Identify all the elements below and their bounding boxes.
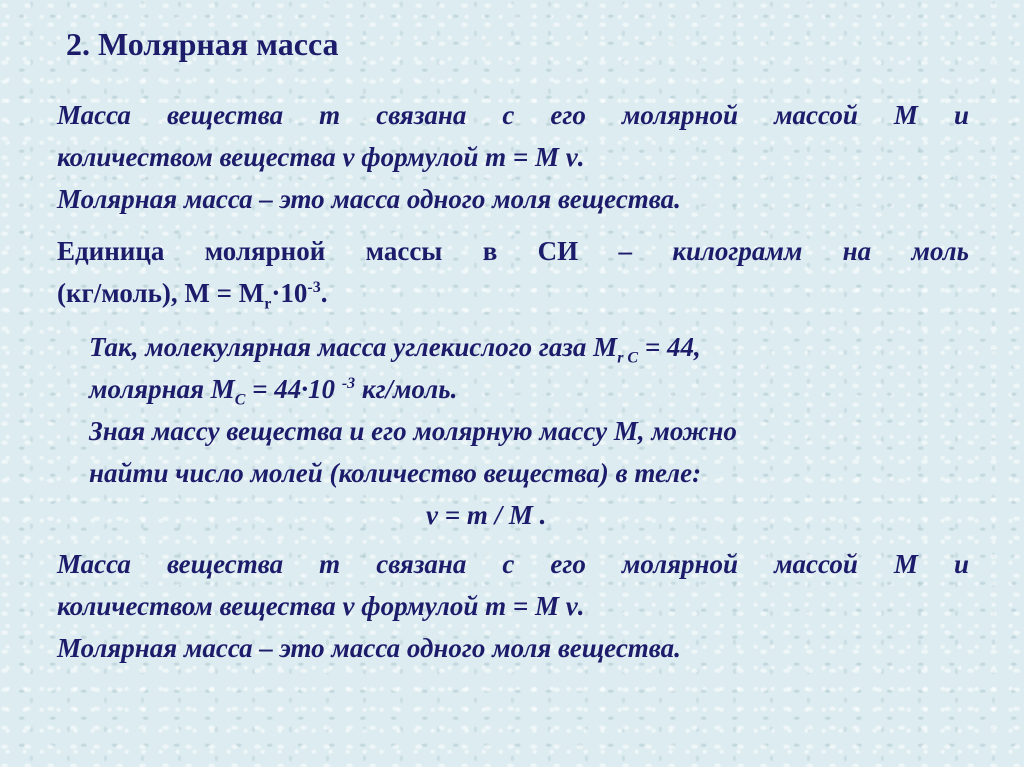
definition-line-1: Масса вещества m связана с его молярной массой M и	[57, 100, 969, 130]
example-line-2-unit: кг/моль.	[355, 374, 458, 404]
subscript-c: C	[234, 391, 246, 409]
si-unit-value: килограмм на моль	[672, 236, 970, 266]
definition-repeat-line-2: количеством вещества ν формулой m = M ν.	[57, 591, 585, 621]
si-unit-line-2	[57, 272, 969, 314]
si-unit-formula-start: (кг/моль), M = M	[57, 278, 265, 308]
definition-paragraph-bottom	[57, 543, 969, 669]
si-unit-line-1	[57, 230, 969, 272]
definition-repeat-line-1: Масса вещества m связана с его молярной массой M и	[57, 549, 969, 579]
example-paragraph	[89, 326, 909, 536]
subscript-rc: r C	[617, 349, 639, 367]
si-unit-paragraph	[57, 230, 969, 314]
si-unit-formula-end: .	[320, 278, 328, 308]
example-line-2	[89, 368, 909, 410]
example-line-4: найти число молей (количество вещества) в теле:	[89, 458, 702, 488]
exponent-c: -3	[341, 375, 356, 392]
example-line-1	[89, 326, 909, 368]
si-unit-label: Единица молярной массы в СИ –	[57, 236, 632, 266]
example-line-3: Зная массу вещества и его молярную массу M, можно	[89, 416, 737, 446]
exponent: -3	[307, 279, 321, 296]
example-line-1-text: Так, молекулярная масса углекислого газа M	[89, 332, 618, 362]
slide-title: 2. Молярная масса	[66, 26, 339, 62]
moles-formula: ν = m / M .	[426, 500, 547, 530]
example-line-2-value: = 44·10	[245, 374, 342, 404]
definition-line-2: количеством вещества ν формулой m = M ν.	[57, 142, 585, 172]
definition-line-3: Молярная масса – это масса одного моля вещества.	[57, 184, 681, 214]
definition-repeat-line-3: Молярная масса – это масса одного моля вещества.	[57, 633, 681, 663]
example-line-1-value: = 44,	[638, 332, 701, 362]
subscript-r: r	[264, 295, 272, 313]
si-unit-formula-mid: ·10	[271, 278, 308, 308]
definition-paragraph-top	[57, 94, 969, 220]
example-line-2-text: молярная M	[89, 374, 235, 404]
